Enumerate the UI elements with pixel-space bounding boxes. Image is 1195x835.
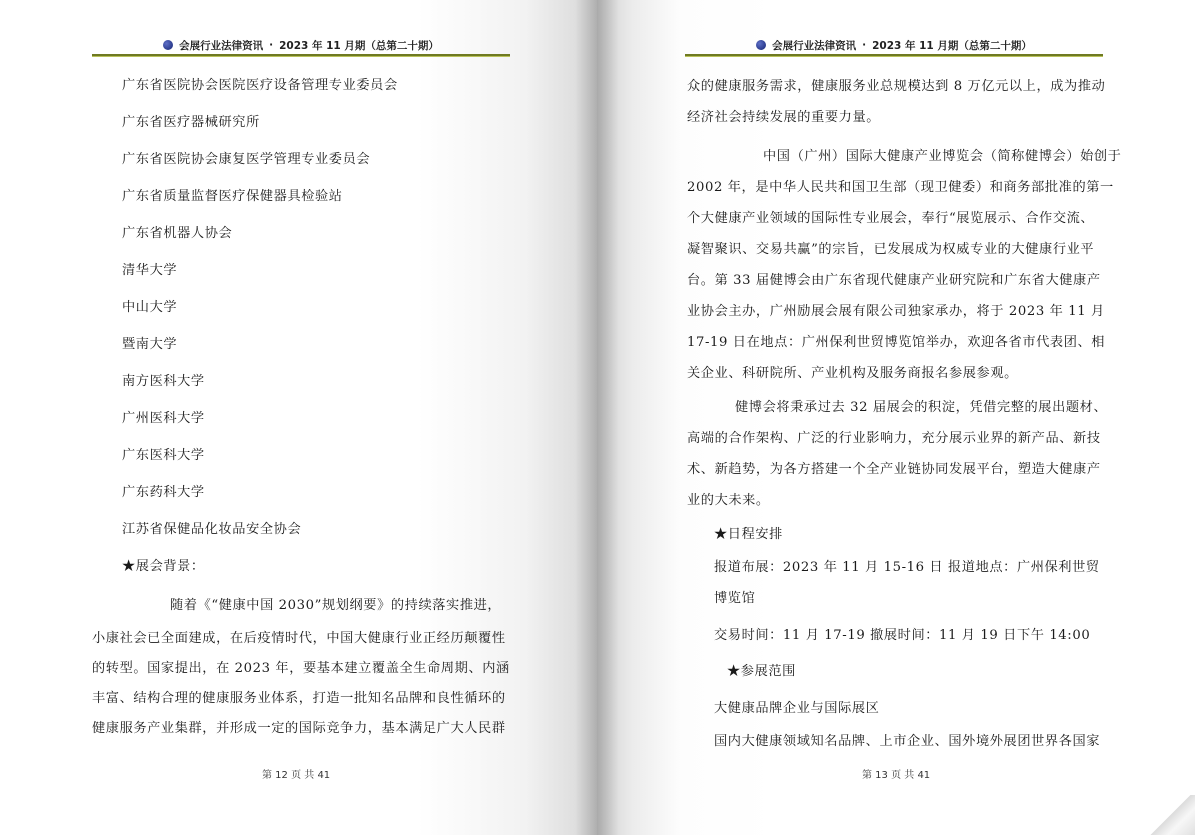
list-item: 广东医科大学 bbox=[122, 448, 205, 463]
paragraph-line: 业协会主办，广州励展会展有限公司独家承办，将于 2023 年 11 月 bbox=[687, 304, 1105, 319]
logo-icon bbox=[163, 40, 173, 50]
header-separator: · bbox=[269, 39, 274, 51]
list-item: 广东省医院协会康复医学管理专业委员会 bbox=[122, 152, 371, 167]
paragraph-line: 个大健康产业领域的国际性专业展会，奉行“展览展示、合作交流、 bbox=[687, 211, 1095, 226]
list-item: 南方医科大学 bbox=[122, 374, 205, 389]
list-item: 广东药科大学 bbox=[122, 485, 205, 500]
paragraph-line: 台。第 33 届健博会由广东省现代健康产业研究院和广东省大健康产 bbox=[687, 273, 1101, 288]
paragraph-line: 关企业、科研院所、产业机构及服务商报名参展参观。 bbox=[687, 366, 1018, 381]
list-item: 清华大学 bbox=[122, 263, 178, 278]
paragraph-line: 众的健康服务需求，健康服务业总规模达到 8 万亿元以上，成为推动 bbox=[687, 79, 1106, 94]
paragraph-line: 小康社会已全面建成，在后疫情时代，中国大健康行业正经历颠覆性 bbox=[92, 631, 506, 646]
list-item: 江苏省保健品化妆品安全协会 bbox=[122, 522, 302, 537]
paragraph-line: 术、新趋势，为各方搭建一个全产业链协同发展平台，塑造大健康产 bbox=[687, 462, 1101, 477]
list-item: 广东省医院协会医院医疗设备管理专业委员会 bbox=[122, 78, 398, 93]
scope-line: 国内大健康领域知名品牌、上市企业、国外境外展团世界各国家 bbox=[714, 734, 1101, 749]
header-issue: 2023 年 11 月期（总第二十期） bbox=[279, 39, 439, 52]
scope-line: 大健康品牌企业与国际展区 bbox=[714, 701, 880, 716]
scope-heading: ★参展范围 bbox=[727, 664, 796, 679]
list-item: 广东省医疗器械研究所 bbox=[122, 115, 260, 130]
paragraph-line: 的转型。国家提出，在 2023 年，要基本建立覆盖全生命周期、内涵 bbox=[92, 661, 510, 676]
paragraph-line: 健康服务产业集群，并形成一定的国际竞争力，基本满足广大人民群 bbox=[92, 721, 506, 736]
list-item: 暨南大学 bbox=[122, 337, 178, 352]
paragraph-line: 业的大未来。 bbox=[687, 493, 770, 508]
header-issue: 2023 年 11 月期（总第二十期） bbox=[872, 39, 1032, 52]
list-item: 广州医科大学 bbox=[122, 411, 205, 426]
schedule-heading: ★日程安排 bbox=[714, 527, 783, 542]
paragraph-line: 高端的合作架构、广泛的行业影响力，充分展示业界的新产品、新技 bbox=[687, 431, 1101, 446]
schedule-line: 报道布展：2023 年 11 月 15-16 日 报道地点：广州保利世贸 bbox=[714, 560, 1100, 575]
logo-icon bbox=[756, 40, 766, 50]
list-item: 广东省质量监督医疗保健器具检验站 bbox=[122, 189, 343, 204]
paragraph-line: 17-19 日在地点：广州保利世贸博览馆举办，欢迎各省市代表团、相 bbox=[687, 335, 1106, 350]
page-footer: 第 12 页 共 41 bbox=[262, 770, 331, 781]
header-title: 会展行业法律资讯 bbox=[179, 39, 264, 52]
paragraph-line: 2002 年，是中华人民共和国卫生部（现卫健委）和商务部批准的第一 bbox=[687, 180, 1114, 195]
paragraph-line: 经济社会持续发展的重要力量。 bbox=[687, 110, 881, 125]
page-header bbox=[92, 38, 510, 52]
paragraph-line: 健博会将秉承过去 32 届展会的积淀，凭借完整的展出题材、 bbox=[735, 400, 1108, 415]
page-left bbox=[0, 0, 597, 835]
schedule-line: 交易时间：11 月 17-19 撤展时间：11 月 19 日下午 14:00 bbox=[714, 628, 1091, 643]
paragraph-line: 随着《“健康中国 2030”规划纲要》的持续落实推进， bbox=[170, 598, 502, 613]
list-item: 广东省机器人协会 bbox=[122, 226, 233, 241]
page-curl[interactable] bbox=[1145, 795, 1195, 835]
section-heading: ★展会背景： bbox=[122, 559, 205, 574]
paragraph-line: 丰富、结构合理的健康服务业体系，打造一批知名品牌和良性循环的 bbox=[92, 691, 506, 706]
header-rule bbox=[685, 54, 1103, 57]
page-header bbox=[685, 38, 1103, 52]
page-right bbox=[597, 0, 1195, 835]
paragraph-line: 中国（广州）国际大健康产业博览会（简称健博会）始创于 bbox=[763, 149, 1122, 164]
header-title: 会展行业法律资讯 bbox=[772, 39, 857, 52]
page-footer: 第 13 页 共 41 bbox=[862, 770, 931, 781]
paragraph-line: 凝智聚识、交易共赢”的宗旨，已发展成为权威专业的大健康行业平 bbox=[687, 242, 1095, 257]
schedule-line: 博览馆 bbox=[714, 591, 756, 606]
header-rule bbox=[92, 54, 510, 57]
list-item: 中山大学 bbox=[122, 300, 178, 315]
header-separator: · bbox=[862, 39, 867, 51]
